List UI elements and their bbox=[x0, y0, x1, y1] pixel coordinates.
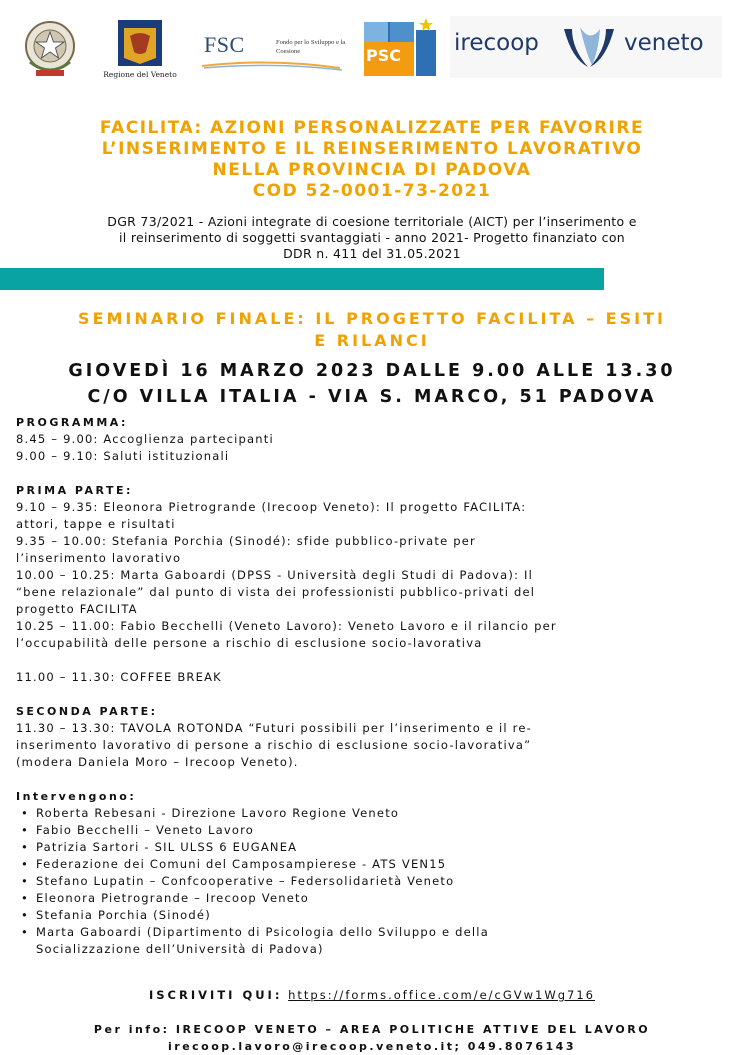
event-details bbox=[10, 358, 734, 410]
program-line: 10.25 – 11.00: Fabio Becchelli (Veneto Lavoro): Veneto Lavoro e il rilancio per bbox=[16, 619, 557, 633]
list-item: • Patrizia Sartori - SIL ULSS 6 EUGANEA bbox=[21, 840, 298, 854]
intervengono-heading: Intervengono: bbox=[16, 790, 137, 803]
bullet-icon: • bbox=[21, 891, 29, 905]
page-title bbox=[20, 118, 724, 202]
list-item: • Federazione dei Comuni del Camposampierese - ATS VEN15 bbox=[21, 857, 447, 871]
fsc-logo-text: FSC bbox=[204, 32, 245, 57]
italian-republic-emblem-icon bbox=[22, 18, 78, 80]
program-line: 9.10 – 9.35: Eleonora Pietrogrande (Irecoop Veneto): Il progetto FACILITA: bbox=[16, 500, 527, 514]
contact-email-phone: irecoop.lavoro@irecoop.veneto.it; 049.8076143 bbox=[168, 1040, 576, 1053]
title-line: FACILITA: AZIONI PERSONALIZZATE PER FAVORIRE bbox=[99, 118, 645, 138]
coffee-break: 11.00 – 11.30: COFFEE BREAK bbox=[16, 670, 222, 684]
subtitle-line: DDR n. 411 del 31.05.2021 bbox=[283, 246, 461, 261]
program-item: 9.00 – 9.10: Saluti istituzionali bbox=[16, 449, 230, 463]
speakers-list bbox=[16, 805, 728, 958]
psc-logo bbox=[364, 18, 440, 78]
bullet-icon: • bbox=[21, 908, 29, 922]
psc-logo-text: PSC bbox=[366, 46, 401, 65]
fsc-logo-subtext: Fondo per lo Sviluppo e la Coesione bbox=[276, 39, 346, 55]
list-item: • Eleonora Pietrogrande – Irecoop Veneto bbox=[21, 891, 309, 905]
subtitle-line: DGR 73/2021 - Azioni integrate di coesione territoriale (AICT) per l’inserimento e bbox=[107, 214, 637, 229]
prima-parte-heading: PRIMA PARTE: bbox=[16, 484, 133, 497]
regione-veneto-logo bbox=[98, 18, 182, 84]
seminar-title-line: SEMINARIO FINALE: IL PROGETTO FACILITA – ESITI bbox=[78, 309, 666, 328]
veneto-logo-text: veneto bbox=[624, 30, 704, 56]
registration-link[interactable]: https://forms.office.com/e/cGVw1Wg716 bbox=[288, 988, 595, 1002]
funding-description bbox=[8, 214, 736, 262]
list-item: • Roberta Rebesani - Direzione Lavoro Regione Veneto bbox=[21, 806, 400, 820]
program-line: 9.35 – 10.00: Stefania Porchia (Sinodé): sfide pubblico-private per bbox=[16, 534, 476, 548]
program-line: inserimento lavorativo di persone a rischio di esclusione socio-lavorativa” bbox=[16, 738, 532, 752]
fsc-logo bbox=[200, 28, 346, 72]
seconda-parte-heading: SECONDA PARTE: bbox=[16, 705, 158, 718]
project-code: COD 52-0001-73-2021 bbox=[252, 181, 492, 201]
program-line: (modera Daniela Moro – Irecoop Veneto). bbox=[16, 755, 299, 769]
program-line: l’inserimento lavorativo bbox=[16, 551, 182, 565]
irecoop-veneto-logo bbox=[450, 16, 722, 78]
irecoop-logo-text: irecoop bbox=[454, 30, 539, 56]
program-line: l’occupabilità delle persone a rischio di esclusione socio-lavorativa bbox=[16, 636, 483, 650]
list-item: • Stefania Porchia (Sinodé) bbox=[21, 908, 211, 922]
seminar-title-line: E RILANCI bbox=[314, 331, 430, 350]
programma-heading: PROGRAMMA: bbox=[16, 416, 128, 429]
list-item: • Fabio Becchelli – Veneto Lavoro bbox=[21, 823, 255, 837]
bullet-icon: • bbox=[21, 857, 29, 871]
program-line: attori, tappe e risultati bbox=[16, 517, 176, 531]
program-line: 11.30 – 13.30: TAVOLA ROTONDA “Futuri possibili per l’inserimento e il re- bbox=[16, 721, 532, 735]
bullet-icon: • bbox=[21, 874, 29, 888]
seminar-title bbox=[10, 308, 734, 352]
event-date: GIOVEDÌ 16 MARZO 2023 DALLE 9.00 ALLE 13.30 bbox=[68, 361, 676, 381]
subtitle-line: il reinserimento di soggetti svantaggiati - anno 2021- Progetto finanziato con bbox=[119, 230, 625, 245]
bullet-icon: • bbox=[21, 823, 29, 837]
list-item-continuation: Socializzazione dell’Università di Padova) bbox=[36, 942, 324, 956]
registration-line bbox=[0, 988, 744, 1002]
irecoop-wave-icon bbox=[558, 19, 620, 75]
program-body bbox=[16, 414, 728, 958]
program-line: progetto FACILITA bbox=[16, 602, 138, 616]
bullet-icon: • bbox=[21, 806, 29, 820]
event-place: C/O VILLA ITALIA - VIA S. MARCO, 51 PADOVA bbox=[87, 387, 657, 407]
list-item: • Marta Gaboardi (Dipartimento di Psicologia dello Sviluppo e della bbox=[21, 925, 489, 939]
bullet-icon: • bbox=[21, 925, 29, 939]
program-line: “bene relazionale” dal punto di vista dei professionisti pubblico-privati del bbox=[16, 585, 536, 599]
contact-line: Per info: IRECOOP VENETO – AREA POLITICHE ATTIVE DEL LAVORO bbox=[93, 1023, 651, 1036]
regione-label: Regione del Veneto bbox=[103, 70, 177, 79]
list-item: • Stefano Lupatin – Confcooperative – Federsolidarietà Veneto bbox=[21, 874, 455, 888]
program-item: 8.45 – 9.00: Accoglienza partecipanti bbox=[16, 432, 274, 446]
program-line: 10.00 – 10.25: Marta Gaboardi (DPSS - Università degli Studi di Padova): Il bbox=[16, 568, 533, 582]
contact-info bbox=[0, 1021, 744, 1055]
bullet-icon: • bbox=[21, 840, 29, 854]
title-line: NELLA PROVINCIA DI PADOVA bbox=[212, 160, 532, 180]
divider-bar bbox=[0, 268, 604, 290]
registration-label: ISCRIVITI QUI: bbox=[149, 988, 283, 1002]
logo-strip bbox=[0, 14, 744, 84]
title-line: L’INSERIMENTO E IL REINSERIMENTO LAVORATIVO bbox=[101, 139, 643, 159]
